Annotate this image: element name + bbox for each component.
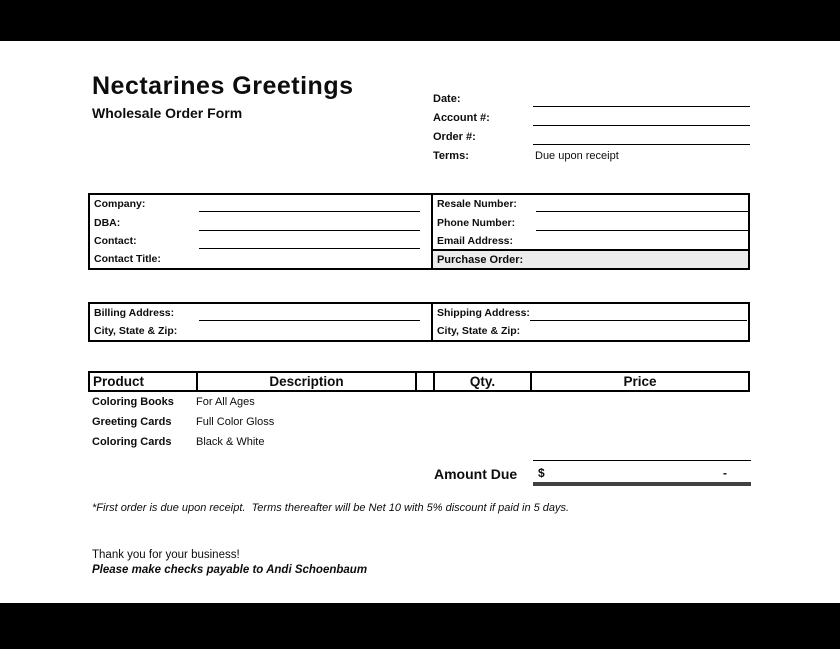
product-table	[88, 371, 750, 451]
order-number-label: Order #:	[433, 131, 476, 143]
shipping-address-field[interactable]	[530, 307, 747, 321]
purchase-order-row	[433, 250, 748, 268]
company-info-left-column	[90, 195, 431, 268]
dba-label: DBA:	[94, 216, 121, 229]
email-address-row	[433, 232, 748, 250]
purchase-order-highlight-cell[interactable]	[431, 249, 750, 270]
order-number-field[interactable]	[533, 126, 750, 145]
date-label: Date:	[433, 93, 461, 105]
shipping-address-label: Shipping Address:	[436, 307, 530, 319]
resale-number-field[interactable]	[536, 198, 749, 212]
phone-number-label: Phone Number:	[436, 216, 516, 229]
shipping-address-row	[433, 304, 748, 322]
shipping-city-state-zip-row	[433, 322, 748, 340]
purchase-order-label: Purchase Order:	[436, 253, 524, 266]
order-meta-fields	[433, 88, 750, 164]
product-name: Greeting Cards	[92, 415, 172, 428]
contact-title-row	[90, 250, 431, 268]
amount-due-value: -	[723, 465, 727, 480]
billing-city-state-zip-row	[90, 322, 431, 340]
table-row	[88, 412, 750, 432]
contact-row	[90, 232, 431, 250]
terms-value: Due upon receipt	[535, 150, 619, 162]
billing-column	[90, 304, 431, 340]
contact-label: Contact:	[94, 234, 137, 247]
product-description: For All Ages	[196, 396, 255, 409]
order-number-row	[433, 126, 750, 145]
checks-payable-note: Please make checks payable to Andi Schoenbaum	[92, 564, 368, 576]
product-name: Coloring Books	[92, 396, 174, 409]
header-spacer-column	[415, 373, 433, 390]
header-qty: Qty.	[433, 373, 530, 390]
form-subtitle: Wholesale Order Form	[92, 105, 243, 121]
account-number-row	[433, 107, 750, 126]
shipping-city-state-zip-label: City, State & Zip:	[436, 325, 521, 337]
currency-symbol: $	[538, 465, 545, 480]
scan-edge-bottom	[0, 603, 840, 649]
phone-number-row	[433, 213, 748, 231]
dba-field[interactable]	[199, 217, 420, 231]
product-description: Full Color Gloss	[196, 415, 275, 428]
address-box	[88, 302, 750, 342]
dba-row	[90, 213, 431, 231]
table-row	[88, 432, 750, 452]
header-description: Description	[196, 373, 415, 390]
shipping-column	[431, 304, 748, 340]
account-number-field[interactable]	[533, 107, 750, 126]
amount-due-total	[533, 460, 751, 486]
account-number-label: Account #:	[433, 112, 490, 124]
terms-footnote: *First order is due upon receipt. Terms thereafter will be Net 10 with 5% discount if paid in 5 days.	[92, 502, 570, 514]
billing-address-field[interactable]	[199, 307, 420, 321]
company-info-right-column	[431, 195, 748, 268]
header-product: Product	[93, 374, 145, 389]
terms-label: Terms:	[433, 150, 469, 162]
product-name: Coloring Cards	[92, 435, 172, 448]
billing-city-state-zip-label: City, State & Zip:	[94, 325, 178, 337]
company-field[interactable]	[199, 198, 420, 212]
billing-address-label: Billing Address:	[94, 307, 175, 319]
company-row	[90, 195, 431, 213]
terms-row	[433, 145, 750, 164]
resale-number-row	[433, 195, 748, 213]
date-row	[433, 88, 750, 107]
contact-field[interactable]	[199, 235, 420, 249]
company-info-box	[88, 193, 750, 270]
date-field[interactable]	[533, 88, 750, 107]
company-label: Company:	[94, 198, 146, 211]
table-row	[88, 392, 750, 412]
phone-number-field[interactable]	[536, 217, 749, 231]
product-table-header	[88, 371, 750, 392]
product-description: Black & White	[196, 435, 265, 448]
resale-number-label: Resale Number:	[436, 198, 517, 211]
header-price: Price	[530, 373, 748, 390]
company-title: Nectarines Greetings	[92, 72, 354, 100]
contact-title-label: Contact Title:	[94, 253, 161, 265]
scan-edge-top	[0, 0, 840, 41]
amount-due-label: Amount Due	[434, 466, 518, 482]
thank-you-note: Thank you for your business!	[92, 549, 240, 561]
email-address-label: Email Address:	[436, 234, 514, 247]
billing-address-row	[90, 304, 431, 322]
